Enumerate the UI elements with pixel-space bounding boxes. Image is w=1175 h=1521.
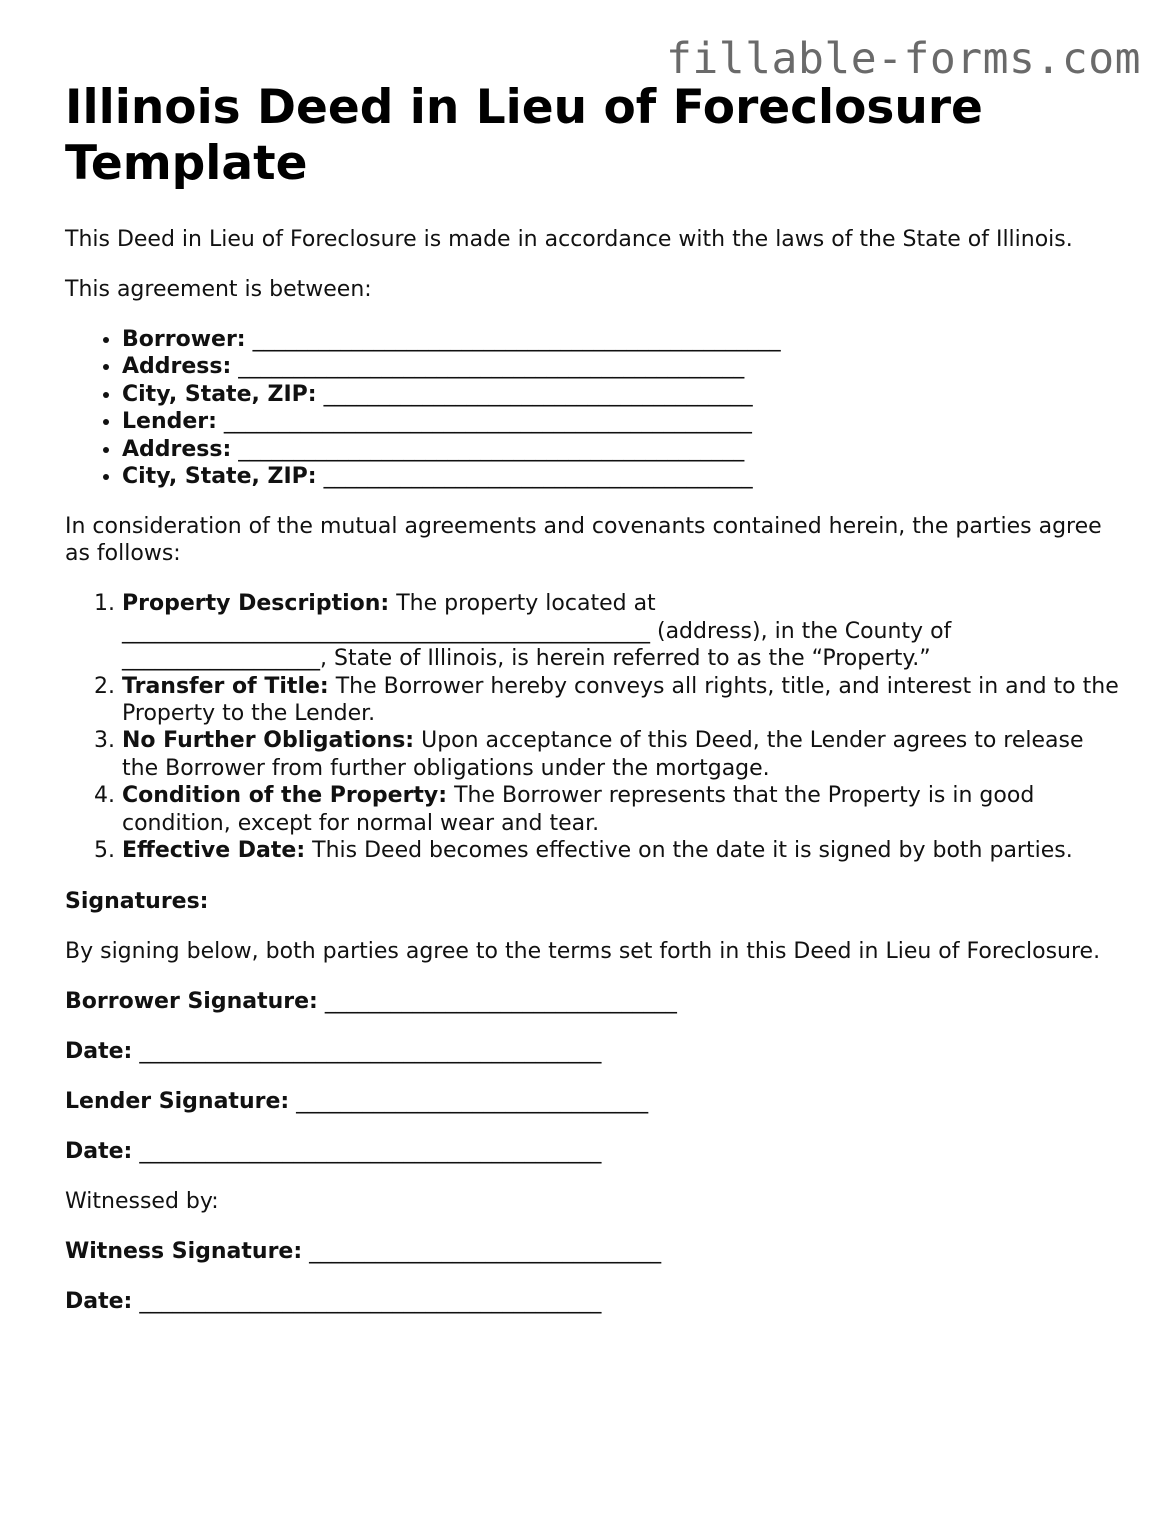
- list-item: [122, 837, 1125, 864]
- borrower-signature-field[interactable]: ________________________________: [324, 988, 677, 1014]
- borrower-date-label: Date:: [65, 1038, 133, 1064]
- party-label: City, State, ZIP:: [122, 464, 317, 490]
- term-text: This Deed becomes effective on the date it is signed by both parties.: [312, 838, 1073, 864]
- witnessed-by-label: Witnessed by:: [65, 1188, 219, 1214]
- term-text: The property located at ________________________________________________ (address), in the County of __________________, State of Illinois, is herein referred to as the “Property.”: [122, 591, 952, 672]
- term-label: Transfer of Title:: [122, 673, 329, 699]
- term-text: Upon acceptance of this Deed, the Lender agrees to release the Borrower from further obligations under the mortgage.: [122, 728, 1084, 781]
- between-label: This agreement is between:: [65, 277, 372, 302]
- signatures-intro: By signing below, both parties agree to the terms set forth in this Deed in Lieu of Foreclosure.: [65, 938, 1101, 964]
- party-label: Lender:: [122, 409, 217, 435]
- witness-signature-row: [65, 1238, 1125, 1265]
- term-text: The Borrower hereby conveys all rights, title, and interest in and to the Property to the Lender.: [122, 673, 1119, 727]
- lender-signature-label: Lender Signature:: [65, 1088, 290, 1114]
- blank-line-field[interactable]: _______________________________________: [323, 381, 753, 407]
- term-label: Condition of the Property:: [122, 783, 448, 809]
- blank-line-field[interactable]: ________________________________________________: [252, 327, 781, 352]
- lender-signature-field[interactable]: ________________________________: [296, 1088, 649, 1114]
- borrower-date-field[interactable]: __________________________________________: [139, 1038, 602, 1064]
- page-title: Illinois Deed in Lieu of Foreclosure Template: [65, 80, 983, 191]
- list-item: [122, 727, 1125, 782]
- parties-list: [65, 326, 1125, 490]
- lender-date-row: [65, 1138, 1125, 1165]
- party-label: Borrower:: [122, 327, 246, 352]
- lender-date-label: Date:: [65, 1138, 133, 1164]
- list-item: [122, 590, 1125, 672]
- party-label: Address:: [122, 436, 232, 462]
- watermark: fillable-forms.com: [666, 34, 1141, 84]
- list-item: [122, 673, 1125, 728]
- witness-date-row: [65, 1288, 1125, 1315]
- terms-list: [65, 590, 1125, 864]
- lender-signature-row: [65, 1088, 1125, 1115]
- witness-date-field[interactable]: __________________________________________: [139, 1288, 602, 1314]
- borrower-signature-row: [65, 988, 1125, 1015]
- list-item: [122, 408, 1125, 435]
- term-text: The Borrower represents that the Property is in good condition, except for normal wear and tear.: [122, 783, 1035, 836]
- list-item: [122, 463, 1125, 490]
- borrower-signature-label: Borrower Signature:: [65, 988, 318, 1014]
- party-label: Address:: [122, 354, 232, 380]
- term-label: No Further Obligations:: [122, 728, 415, 754]
- borrower-date-row: [65, 1038, 1125, 1065]
- blank-line-field[interactable]: ________________________________________________: [223, 409, 752, 435]
- list-item: [122, 326, 1125, 353]
- intro-paragraph: This Deed in Lieu of Foreclosure is made in accordance with the laws of the State of Illinois.: [65, 227, 1073, 252]
- term-label: Property Description:: [122, 591, 390, 617]
- party-label: City, State, ZIP:: [122, 381, 317, 407]
- blank-line-field[interactable]: ______________________________________________: [238, 354, 745, 380]
- list-item: [122, 436, 1125, 463]
- document-body: [65, 80, 1125, 1338]
- list-item: [122, 381, 1125, 408]
- consideration-paragraph: In consideration of the mutual agreements and covenants contained herein, the parties agree as follows:: [65, 514, 1102, 567]
- lender-date-field[interactable]: __________________________________________: [139, 1138, 602, 1164]
- witness-signature-field[interactable]: ________________________________: [309, 1238, 662, 1264]
- witness-date-label: Date:: [65, 1288, 133, 1314]
- list-item: [122, 782, 1125, 837]
- list-item: [122, 353, 1125, 380]
- term-label: Effective Date:: [122, 838, 306, 864]
- blank-line-field[interactable]: ______________________________________________: [238, 436, 745, 462]
- blank-line-field[interactable]: _______________________________________: [323, 464, 753, 490]
- signatures-heading: Signatures:: [65, 888, 209, 914]
- witness-signature-label: Witness Signature:: [65, 1238, 303, 1264]
